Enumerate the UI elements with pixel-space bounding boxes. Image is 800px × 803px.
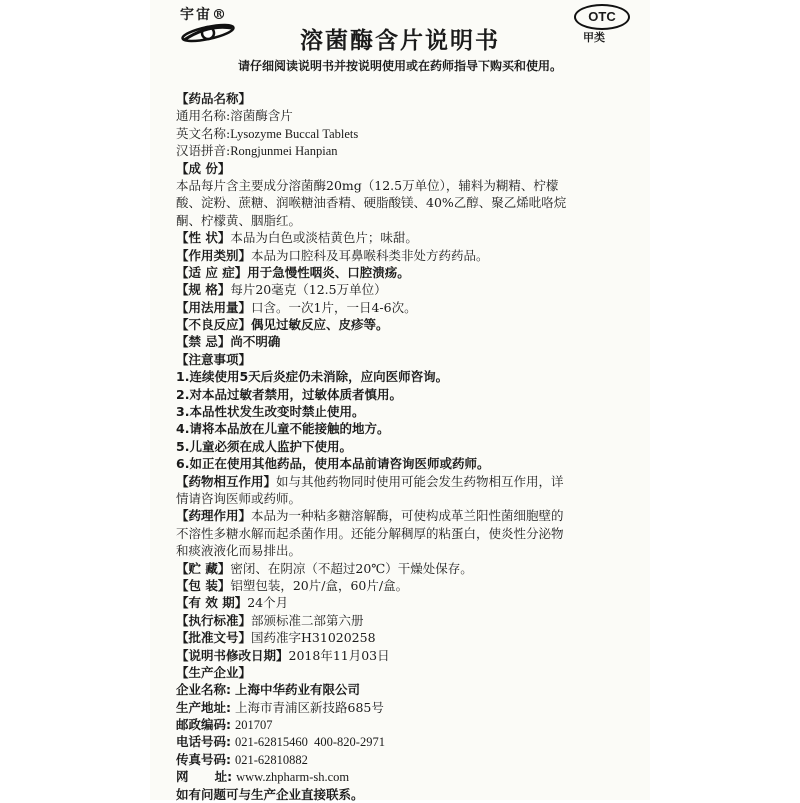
- section-manufacturer: 【生产企业】: [176, 664, 252, 680]
- website-link[interactable]: www.zhpharm-sh.com: [236, 770, 350, 785]
- properties-row: 【性 状】本品为白色或淡桔黄色片；味甜。: [176, 230, 418, 246]
- contra-row: 【禁 忌】尚不明确: [176, 334, 281, 350]
- precaution-item: 2.对本品过敏者禁用，过敏体质者慎用。: [176, 386, 402, 402]
- pharmacology-continued: 和痰液液化而易排出。: [176, 543, 302, 559]
- postcode-row: 邮政编码: 201707: [176, 717, 273, 733]
- revision-row: 【说明书修改日期】2018年11月03日: [176, 647, 390, 663]
- pharmacology-continued: 不溶性多糖水解而起杀菌作用。还能分解稠厚的粘蛋白，使炎性分泌物: [176, 525, 564, 541]
- website-row: 网 址: www.zhpharm-sh.com: [176, 769, 350, 785]
- storage-row: 【贮 藏】密闭、在阴凉（不超过20℃）干燥处保存。: [176, 560, 473, 576]
- adverse-row: 【不良反应】偶见过敏反应、皮疹等。: [176, 317, 389, 333]
- indication-row: 【适 应 症】用于急慢性咽炎、口腔溃疡。: [176, 264, 410, 280]
- leaflet-content: [176, 90, 634, 803]
- precaution-item: 4.请将本品放在儿童不能接触的地方。: [176, 421, 390, 437]
- pinyin-name: Rongjunmei Hanpian: [230, 144, 338, 159]
- approval-row: 【批准文号】国药准字H31020258: [176, 630, 376, 646]
- precaution-item: 1.连续使用5天后炎症仍未消除，应向医师咨询。: [176, 369, 449, 385]
- precaution-item: 6.如正在使用其他药品，使用本品前请咨询医师或药师。: [176, 456, 490, 472]
- standard-row: 【执行标准】部颁标准二部第六册: [176, 612, 364, 628]
- interactions-continued: 情请咨询医师或药师。: [176, 490, 302, 506]
- otc-class-label: 甲类: [583, 32, 605, 44]
- spec-row: 【规 格】每片20毫克（12.5万单位）: [176, 282, 387, 298]
- fax-row: 传真号码: 021-62810882: [176, 751, 308, 767]
- company-name-row: 企业名称: 上海中华药业有限公司: [176, 682, 360, 698]
- ingredients-line: 酮、柠檬黄、胭脂红。: [176, 212, 302, 228]
- precaution-item: 3.本品性状发生改变时禁止使用。: [176, 404, 365, 420]
- address-row: 生产地址: 上海市青浦区新技路685号: [176, 699, 384, 715]
- category-row: 【作用类别】本品为口腔科及耳鼻喉科类非处方药药品。: [176, 247, 489, 263]
- section-ingredients: 【成 份】: [176, 160, 231, 176]
- generic-name-row: 通用名称:溶菌酶含片: [176, 108, 293, 124]
- ingredients-line: 本品每片含主要成分溶菌酶20mg（12.5万单位），辅料为糊精、柠檬: [176, 177, 559, 193]
- pinyin-name-row: 汉语拼音:Rongjunmei Hanpian: [176, 143, 338, 159]
- otc-badge: OTC: [574, 4, 630, 30]
- phone-row: 电话号码: 021-62815460 400-820-2971: [176, 734, 385, 750]
- brand-name: 宇宙®: [180, 7, 228, 23]
- precaution-item: 5.儿童必须在成人监护下使用。: [176, 438, 352, 454]
- section-precautions: 【注意事项】: [176, 351, 252, 367]
- section-drug-name: 【药品名称】: [176, 91, 252, 106]
- validity-row: 【有 效 期】24个月: [176, 595, 289, 611]
- dosage-row: 【用法用量】口含。一次1片，一日4-6次。: [176, 299, 417, 315]
- package-row: 【包 装】铝塑包装，20片/盒，60片/盒。: [176, 577, 409, 593]
- ingredients-line: 酸、淀粉、蔗糖、润喉糖油香精、硬脂酸镁、40%乙醇、聚乙烯吡咯烷: [176, 195, 567, 211]
- page-title: 溶菌酶含片说明书: [300, 28, 500, 54]
- interactions-row: 【药物相互作用】如与其他药物同时使用可能会发生药物相互作用，详: [176, 473, 564, 489]
- usage-notice: 请仔细阅读说明书并按说明使用或在药师指导下购买和使用。: [237, 59, 562, 73]
- pharmacology-row: 【药理作用】本品为一种粘多糖溶解酶，可使构成革兰阳性菌细胞壁的: [176, 508, 564, 524]
- contact-note: 如有问题可与生产企业直接联系。: [176, 786, 364, 802]
- english-name: Lysozyme Buccal Tablets: [230, 126, 359, 141]
- english-name-row: 英文名称:Lysozyme Buccal Tablets: [176, 125, 359, 141]
- generic-name: 溶菌酶含片: [230, 108, 293, 124]
